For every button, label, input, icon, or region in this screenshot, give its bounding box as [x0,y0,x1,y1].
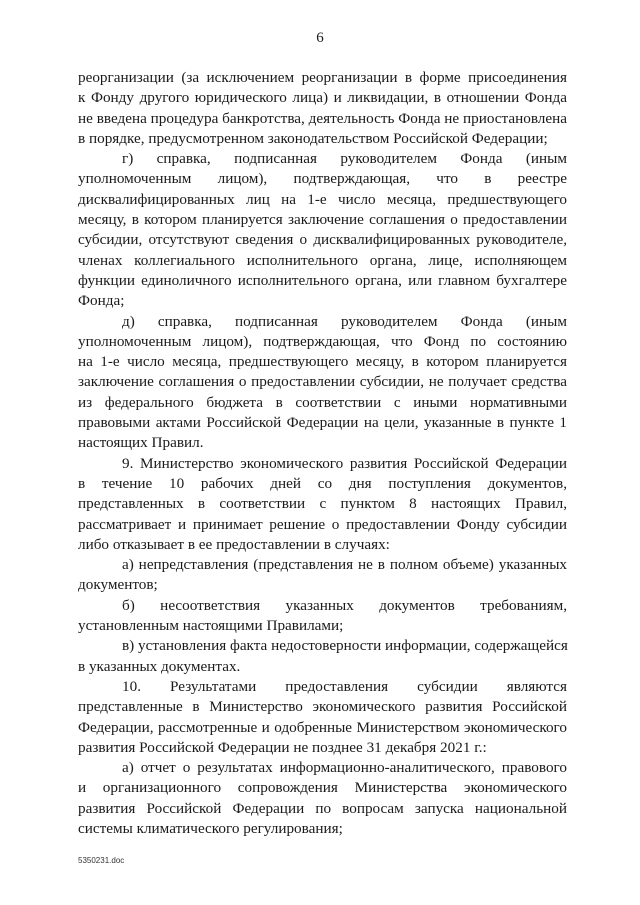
text-line: уполномоченным лицом), подтверждающая, что Фонд по состоянию [78,332,567,350]
text-line: уполномоченным лицом), подтверждающая, что в реестре [78,170,567,188]
text-line: в указанных документах. [78,657,241,675]
text-line: в) установления факта недостоверности информации, содержащейся [122,637,568,655]
file-name-footer: 5350231.doc [78,856,125,865]
text-line: а) непредставления (представления не в полном объеме) указанных [122,556,567,574]
paragraph [78,68,567,149]
text-line: месяцу, в котором планируется заключение соглашения о предоставлении [78,211,567,229]
text-line: не введена процедура банкротства, деятельность Фонда не приостановлена [78,109,567,127]
text-line: дисквалифицированных лиц на 1-е число месяца, предшествующего [78,190,567,208]
text-line: а) отчет о результатах информационно-аналитического, правового [122,759,567,777]
paragraph [78,636,567,677]
page-number: 6 [316,30,324,46]
text-line: системы климатического регулирования; [78,819,343,837]
paragraph [78,555,567,596]
text-line: в течение 10 рабочих дней со дня поступления документов, [78,474,567,492]
text-line: документов; [78,576,158,594]
text-line: Федерации, рассмотренные и одобренные Министерством экономического [78,718,567,736]
paragraph [78,454,567,555]
paragraph [78,312,567,454]
text-line: реорганизации (за исключением реорганизации в форме присоединения [78,69,567,86]
paragraph [78,677,567,758]
text-line: функции единоличного исполнительного органа, или главном бухгалтере [78,271,567,289]
text-line: развития Российской Федерации по вопросам запуска национальной [78,799,567,817]
paragraph [78,596,567,637]
text-line: д) справка, подписанная руководителем Фонда (иным [122,312,567,330]
text-line: 10. Результатами предоставления субсидии являются [122,677,567,695]
text-line: заключение соглашения о предоставлении субсидии, не получает средства [78,373,567,391]
text-line: субсидии, отсутствуют сведения о дисквалифицированных руководителе, [78,231,567,249]
text-line: г) справка, подписанная руководителем Фонда (иным [122,150,567,168]
text-line: представленные в Министерство экономического развития Российской [78,698,567,716]
text-line: рассматривает и принимает решение о предоставлении Фонду субсидии [78,515,567,533]
text-line: к Фонду другого юридического лица) и ликвидации, в отношении Фонда [78,89,567,107]
text-line: 9. Министерство экономического развития Российской Федерации [122,454,567,472]
text-line: членах коллегиального исполнительного органа, лице, исполняющем [78,251,567,269]
text-line: Фонда; [78,292,125,310]
document-body [78,68,567,839]
text-line: либо отказывает в ее предоставлении в случаях: [78,535,390,553]
text-line: из федерального бюджета в соответствии с иными нормативными [78,393,567,411]
text-line: и организационного сопровождения Министерства экономического [78,779,567,797]
text-line: в порядке, предусмотренном законодательством Российской Федерации; [78,129,548,147]
text-line: на 1-е число месяца, предшествующего месяцу, в котором планируется [78,353,567,371]
text-line: настоящих Правил. [78,434,204,452]
text-line: развития Российской Федерации не позднее 31 декабря 2021 г.: [78,738,487,756]
text-line: представленных в соответствии с пунктом 8 настоящих Правил, [78,495,567,513]
paragraph [78,149,567,311]
text-line: установленным настоящими Правилами; [78,617,344,635]
text-line: б) несоответствия указанных документов требованиям, [122,596,567,614]
text-line: правовыми актами Российской Федерации на цели, указанные в пункте 1 [78,414,567,432]
paragraph [78,758,567,839]
